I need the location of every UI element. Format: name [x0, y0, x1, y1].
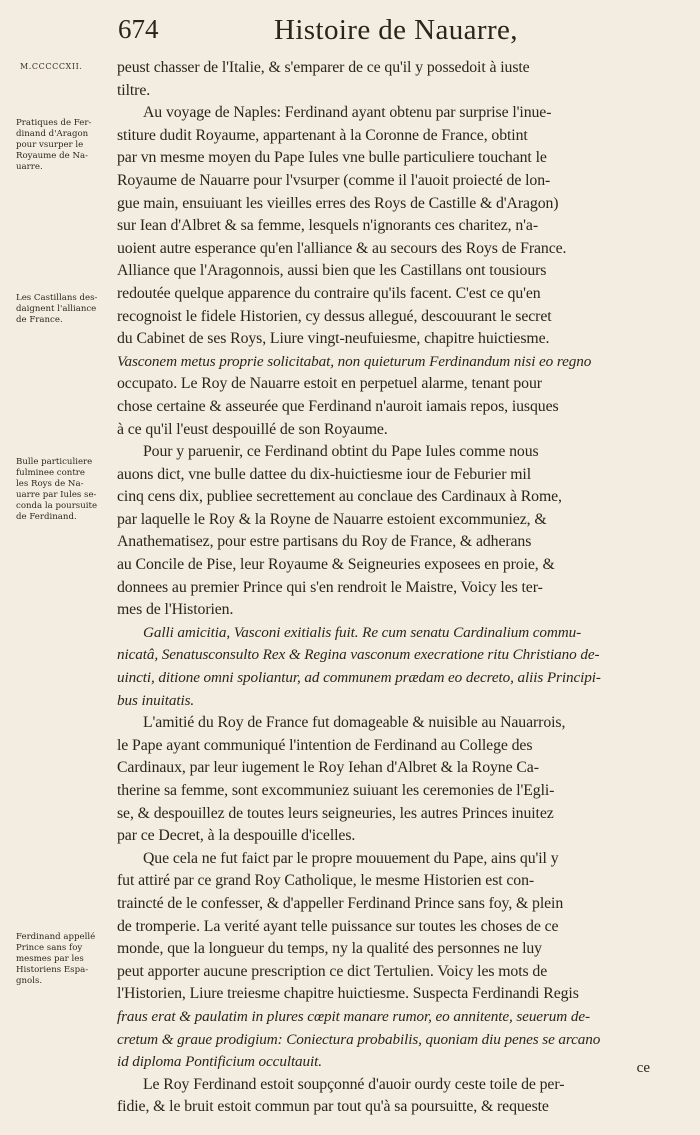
side-note-line: les Roys de Na- [16, 479, 84, 489]
text-line: Galli amicitia, Vasconi exitialis fuit. Re cum senatu Cardinalium commu- [143, 623, 582, 641]
side-note-line: gnols. [16, 976, 43, 986]
side-note-3 [16, 457, 118, 523]
main-text [117, 57, 652, 1119]
side-note-line: de France. [16, 315, 63, 325]
side-note-1 [16, 118, 118, 173]
catchword: ce [636, 1060, 650, 1076]
margin-year: M.CCCCCXII. [20, 62, 83, 71]
text-line: id diploma Pontificium occultauit. [117, 1053, 322, 1071]
side-note-line: de Ferdinand. [16, 512, 77, 522]
text-line: gue main, ensuiuant les vieilles erres des Roys de Castille & d'Aragon) [117, 194, 559, 212]
text-line: Alliance que l'Aragonnois, aussi bien que les Castillans ont tousiours [117, 262, 547, 280]
text-line: fraus erat & paulatim in plures cœpit manare rumor, eo annitente, seuerum de- [117, 1007, 590, 1025]
side-note-4 [16, 932, 118, 987]
text-line: stiture dudit Royaume, appartenant à la Coronne de France, obtint [117, 126, 528, 144]
side-note-line: Pratiques de Fer- [16, 118, 92, 128]
text-line: redoutée quelque apparence du contraire qu'ils facent. C'est ce qu'en [117, 284, 541, 302]
text-line: le Pape ayant communiqué l'intention de Ferdinand au College des [117, 736, 533, 754]
text-line: Anathematisez, pour estre partisans du Roy de France, & adherans [117, 533, 532, 551]
side-note-line: Ferdinand appellé [16, 932, 96, 942]
text-line: uincti, ditione omni spoliantur, ad communem prædam eo decreto, aliis Principi- [117, 669, 601, 687]
text-line: par ce Decret, à la despouille d'icelles. [117, 827, 356, 845]
side-note-line: uarre. [16, 162, 43, 172]
text-line: peust chasser de l'Italie, & s'emparer de ce qu'il y possedoit à iuste [117, 59, 530, 76]
text-line: par laquelle le Roy & la Royne de Nauarre estoient excommuniez, & [117, 510, 547, 528]
text-line: monde, que la longueur du temps, ny la qualité des personnes ne luy [117, 940, 542, 958]
text-line: par vn mesme moyen du Pape Iules vne bulle particuliere touchant le [117, 149, 547, 167]
side-note-line: conda la poursuite [16, 501, 98, 511]
page-header [118, 14, 678, 54]
side-note-line: Historiens Espa- [16, 965, 89, 975]
text-line: traincté de le confesser, & d'appeller Ferdinand Prince sans foy, & plein [117, 894, 564, 912]
text-line: Pour y paruenir, ce Ferdinand obtint du Pape Iules comme nous [143, 443, 539, 461]
text-line: cretum & graue prodigium: Coniectura probabilis, quoniam diu penes se arcano [117, 1030, 601, 1048]
text-line: l'Historien, Liure treiesme chapitre huictiesme. Suspecta Ferdinandi Regis [117, 985, 579, 1003]
side-note-line: mesmes par les [16, 954, 84, 964]
text-line: recognoist le fidele Historien, cy dessus allegué, descouurant le secret [117, 307, 552, 325]
side-note-line: Prince sans foy [16, 943, 83, 953]
side-note-line: dinand d'Aragon [16, 129, 89, 139]
side-note-line: Bulle particuliere [16, 457, 93, 467]
text-line: Le Roy Ferdinand estoit soupçonné d'auoir ourdy ceste toile de per- [143, 1075, 565, 1093]
side-note-line: pour vsurper le [16, 140, 84, 150]
side-note-line: Royaume de Na- [16, 151, 88, 161]
text-line: à ce qu'il l'eust despouillé de son Royaume. [117, 420, 388, 438]
text-line: tiltre. [117, 81, 151, 99]
text-line: Vasconem metus proprie solicitabat, non quieturum Ferdinandum nisi eo regno [117, 352, 592, 370]
text-line: fidie, & le bruit estoit commun par tout qu'à sa poursuitte, & requeste [117, 1098, 549, 1116]
text-line: Au voyage de Naples: Ferdinand ayant obtenu par surprise l'inue- [143, 104, 552, 122]
side-note-line: uarre par Iules se- [16, 490, 97, 500]
text-line: uoient autre esperance qu'en l'alliance & au secours des Roys de France. [117, 239, 567, 257]
text-line: auons dict, vne bulle dattee du dix-huictiesme iour de Feburier mil [117, 465, 532, 483]
text-line: sur Iean d'Albret & sa femme, lesquels n'ignorants ces charitez, n'a- [117, 217, 538, 235]
text-line: du Cabinet de ses Roys, Liure vingt-neufuiesme, chapitre huictiesme. [117, 330, 550, 348]
text-line: bus inuitatis. [117, 691, 195, 709]
running-title: Histoire de Nauarre, [274, 14, 518, 46]
text-line: mes de l'Historien. [117, 601, 234, 619]
text-line: L'amitié du Roy de France fut domageable & nuisible au Nauarrois, [143, 714, 566, 732]
text-line: cinq cens dix, publiee secrettement au conclaue des Cardinaux à Rome, [117, 488, 562, 506]
text-line: au Concile de Pise, leur Royaume & Seigneuries exposees en proie, & [117, 556, 555, 574]
text-line: Royaume de Nauarre pour l'vsurper (comme il l'auoit proiecté de lon- [117, 171, 551, 189]
side-note-2 [16, 293, 118, 326]
page-number: 674 [118, 14, 159, 44]
text-line: fut attiré par ce grand Roy Catholique, le mesme Historien est con- [117, 872, 535, 890]
side-note-line: fulminee contre [16, 468, 85, 478]
text-line: Cardinaux, par leur iugement le Roy Iehan d'Albret & la Royne Ca- [117, 759, 539, 777]
side-note-line: Les Castillans des- [16, 293, 98, 303]
text-line: de tromperie. La verité ayant telle puissance sur toutes les choses de ce [117, 917, 559, 935]
side-note-line: daignent l'alliance [16, 304, 97, 314]
text-line: therine sa femme, sont excommuniez suiuant les ceremonies de l'Egli- [117, 782, 555, 799]
text-line: peut apporter aucune prescription ce dict Tertulien. Voicy les mots de [117, 962, 548, 980]
text-line: se, & despouillez de toutes leurs seigneuries, les autres Princes inuitez [117, 804, 554, 822]
text-line: donnees au premier Prince qui s'en rendroit le Maistre, Voicy les ter- [117, 578, 543, 596]
text-line: Que cela ne fut faict par le propre mouuement du Pape, ains qu'il y [143, 849, 559, 867]
text-line: nicatâ, Senatusconsulto Rex & Regina vasconum execratione ritu Christiano de- [117, 646, 600, 664]
text-line: chose certaine & asseurée que Ferdinand n'auroit iamais repos, iusques [117, 397, 559, 415]
text-line: occupato. Le Roy de Nauarre estoit en perpetuel alarme, tenant pour [117, 375, 542, 393]
